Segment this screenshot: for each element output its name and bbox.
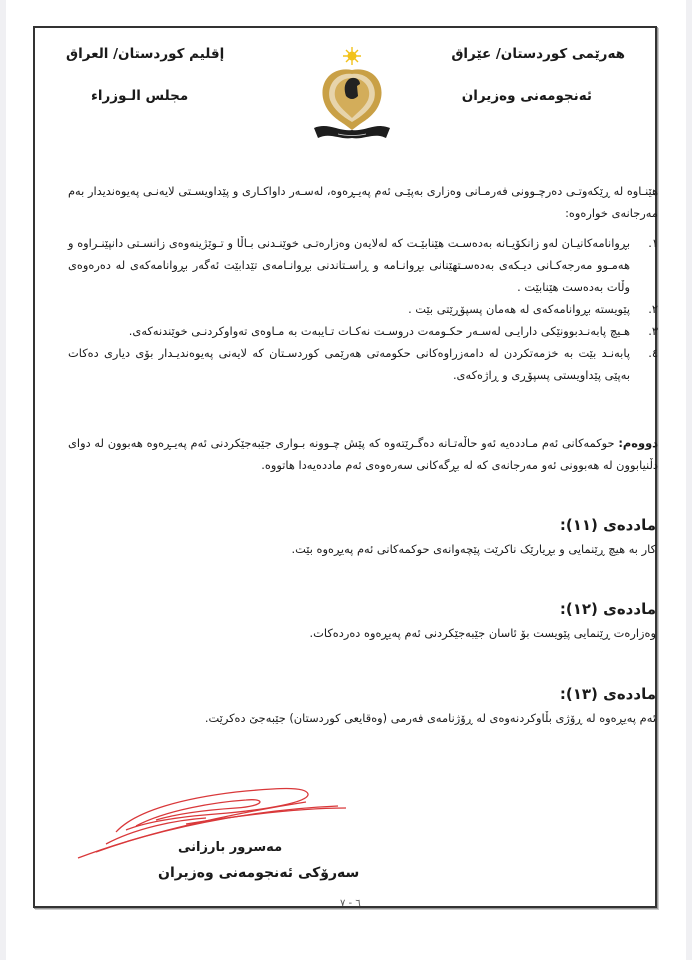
intro-paragraph: هێنـاوە لە ڕێکەوتـی دەرچـوونی فەرمـانی وەزاری بەپێـی ئەم پەیـڕەوە، لەسـەر داواکـاری و پێداویسـتی لایەنـی پەیوەندیدار بەم مەرجانەی خوارەوە: xyxy=(68,184,658,220)
article-text: ئەم پەیڕەوە لە ڕۆژی بڵاوکردنەوەی لە ڕۆژنامەی فەرمی (وەقایعی کوردستان) جێبەجێ دەکرێت. xyxy=(204,711,656,725)
article-title: ماددەی (١٢): xyxy=(559,600,656,618)
second-clause xyxy=(68,432,658,476)
article-title: ماددەی (١١): xyxy=(559,516,656,534)
page-left-edge xyxy=(0,0,6,960)
article-title: ماددەی (١٣): xyxy=(559,685,656,703)
header-council-kurdish: ئەنجومەنی وەزیران xyxy=(461,88,592,104)
signatory-name: مەسرور بارزانی xyxy=(178,840,283,855)
article-13 xyxy=(205,681,656,729)
condition-item xyxy=(68,342,658,386)
condition-number: ٣. xyxy=(648,324,658,338)
condition-text: بڕوانامەکانیـان لەو زانکۆیـانە بەدەسـت هێنابێـت کە لەلایەن وەزارەتـی خوێنـدنی بـاڵا و تـوێژینەوەی زانسـتی دانپێنـراوە و هەمـوو مەرجەکـانی دیـکەی بەدەسـتهێنانی بڕوانـامە و ڕاسـتاندنی بڕوانـامەی تێدابێت ئەگەر بڕوانامەکەی لە دەرەوەی وڵات بەدەست هێنابێت . xyxy=(68,236,630,294)
second-clause-label: دووەم: xyxy=(618,436,658,450)
page-right-edge xyxy=(686,0,692,960)
conditions-list xyxy=(68,232,658,386)
signature-block xyxy=(68,780,388,890)
article-text: وەزارەت ڕێنمایی پێویست بۆ ئاسان جێبەجێکردنی ئەم پەیڕەوە دەردەکات. xyxy=(309,626,656,640)
condition-text: هـیچ پابەنـدبوونێکی دارایـی لەسـەر حکـومەت دروسـت نەکـات تـایبەت بە مـاوەی تەواوکردنـی خوێندنەکەی. xyxy=(128,324,630,338)
header-region-kurdish: هەرێمی کوردستان/ عێراق xyxy=(451,46,625,62)
article-11 xyxy=(291,512,656,560)
header-council-arabic: مجلس الـوزراء xyxy=(91,88,189,104)
condition-item xyxy=(68,298,658,320)
article-12 xyxy=(310,596,656,644)
header-region-arabic: إقليم كوردستان/ العراق xyxy=(66,46,225,62)
signatory-title: سەرۆکی ئەنجومەنی وەزیران xyxy=(158,865,360,881)
condition-item xyxy=(68,232,658,298)
condition-number: ٢. xyxy=(648,302,658,316)
condition-text: پابەنـد بێت بە خزمەتکردن لە دامەزراوەکانی حکومەتی هەرێمی کوردسـتان کە لایەنی پەیوەندیـدار بۆی دیاری دەکات بەپێی پێداویستی پسپۆڕی و ڕاژەکەی. xyxy=(68,346,630,382)
article-text: کار بە هیچ ڕێنمایی و بڕیارێک ناکرێت پێچەوانەی حوکمەکانی ئەم پەیڕەوە بێت. xyxy=(291,542,656,556)
condition-item xyxy=(68,320,658,342)
condition-number: ٤. xyxy=(648,346,658,360)
condition-number: ١. xyxy=(648,236,658,250)
page-number: ٦ - ٧ xyxy=(340,898,361,909)
kurdistan-region-emblem-icon xyxy=(308,44,396,144)
condition-text: پێویستە بڕوانامەکەی لە هەمان پسپۆڕێتی بێت . xyxy=(408,302,630,316)
second-clause-text: حوکمەکانی ئەم مـاددەیە ئەو حاڵەتـانە دەگـرێتەوە کە پێش چـوونە بـواری جێبەجێکردنی ئەم پەیـڕەوە هەبوون لە دوای دڵنیابوون لە هەبوونی ئەو مەرجانەی کە لە بڕگەکانی سەرەوەی ئەم ماددەیەدا هاتووە. xyxy=(68,436,658,472)
